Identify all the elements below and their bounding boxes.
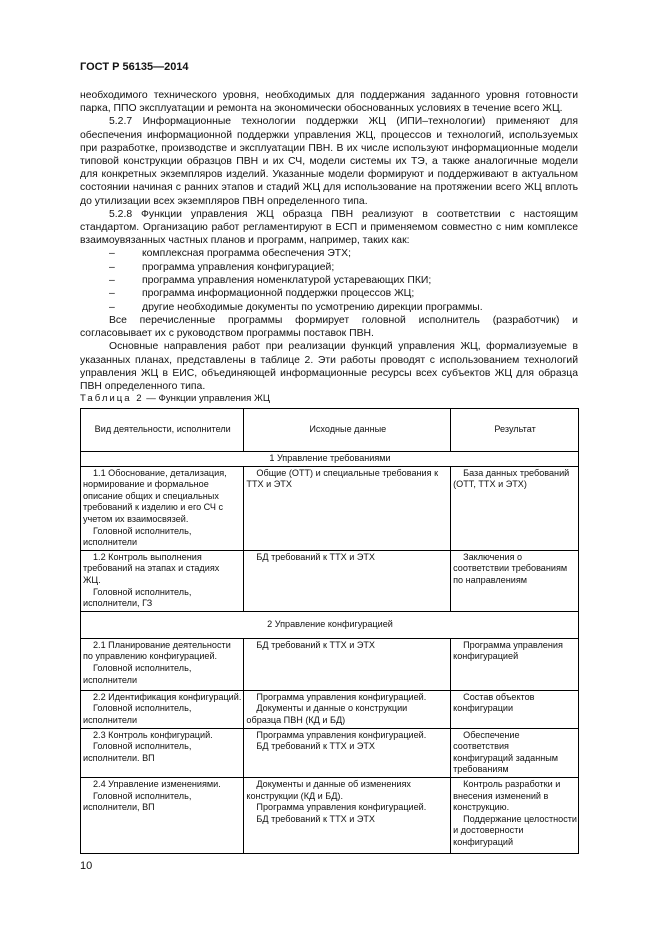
cell-line: конструкции (КД и БД). bbox=[246, 790, 343, 801]
list-item-text: другие необходимые документы по усмотрению дирекции программы. bbox=[142, 301, 483, 313]
table-cell bbox=[81, 728, 244, 777]
table-cell bbox=[81, 690, 244, 728]
list-item-text: программа управления конфигурацией; bbox=[142, 261, 335, 273]
cell-line: нормирование и формальное bbox=[83, 479, 209, 490]
cell-paragraph bbox=[453, 730, 577, 776]
cell-line: требований на этапах и стадиях bbox=[83, 563, 220, 574]
cell-line: Общие (ОТТ) и специальные требования к bbox=[256, 467, 439, 478]
cell-paragraph bbox=[83, 730, 242, 742]
cell-line: требованиям bbox=[453, 764, 509, 775]
list-item bbox=[80, 247, 578, 260]
table-caption-label: Таблица 2 bbox=[80, 393, 144, 404]
list-item bbox=[80, 287, 578, 300]
cell-line: Головной исполнитель, bbox=[93, 741, 192, 752]
text-line: для конкретных экземпляров изделий. Указанные модели формируют и поддерживают в актуальном bbox=[80, 169, 578, 181]
cell-line: БД требований к ТТХ и ЭТХ bbox=[256, 639, 375, 650]
cell-line: Документы и данные о конструкции bbox=[256, 703, 408, 714]
cell-paragraph bbox=[83, 741, 242, 764]
cell-line: внесения изменений в bbox=[453, 790, 549, 801]
cell-line: исполнители bbox=[83, 714, 138, 725]
cell-paragraph bbox=[246, 814, 449, 826]
table-cell bbox=[451, 777, 579, 853]
cell-line: Программа управления конфигурацией. bbox=[256, 802, 427, 813]
list-dash: – bbox=[109, 261, 115, 273]
text-line: согласовывает их с руководством программы поставок ПВН. bbox=[80, 328, 374, 340]
cell-line: конфигурации bbox=[453, 703, 514, 714]
cell-line: конфигураций заданным bbox=[453, 752, 559, 763]
list-dash: – bbox=[109, 275, 115, 287]
table-cell bbox=[451, 550, 579, 611]
table-section-row bbox=[81, 611, 579, 638]
cell-line: База данных требований bbox=[463, 467, 570, 478]
list-item-text: программа управления номенклатурой устаревающих ПКИ; bbox=[142, 275, 432, 287]
cell-line: ТТХ и ЭТХ bbox=[246, 479, 292, 490]
cell-paragraph bbox=[453, 468, 577, 491]
text-line: типовой конструкции образцов ПВН и их СЧ, модели системы их ТЭ, а также аналогичные модели bbox=[80, 156, 578, 168]
document-header: ГОСТ Р 56135—2014 bbox=[80, 61, 189, 73]
cell-line: Контроль разработки и bbox=[463, 778, 561, 789]
body-text bbox=[80, 89, 578, 393]
cell-line: Программа управления конфигурацией. bbox=[256, 691, 427, 702]
table-cell bbox=[81, 466, 244, 550]
cell-line: Заключения о bbox=[463, 551, 523, 562]
cell-line: по управлению конфигурацией. bbox=[83, 651, 218, 662]
paragraph bbox=[80, 340, 578, 393]
cell-line: (ОТТ, ТТХ и ЭТХ) bbox=[453, 479, 527, 490]
text-line: состоянии начиная с ранних этапов и стадий ЖЦ для использование на протяжении всего ЖЦ вплоть bbox=[80, 182, 578, 194]
cell-paragraph bbox=[83, 692, 242, 704]
list-item-text: программа информационной поддержки процессов ЖЦ; bbox=[142, 288, 415, 300]
list-dash: – bbox=[109, 248, 115, 260]
cell-line: БД требований к ТТХ и ЭТХ bbox=[256, 551, 375, 562]
cell-paragraph bbox=[83, 526, 242, 549]
cell-paragraph bbox=[453, 640, 577, 663]
cell-line: описание общих и специальных bbox=[83, 490, 219, 501]
cell-line: исполнители bbox=[83, 674, 138, 685]
table-cell bbox=[81, 777, 244, 853]
text-line: взаимоувязанных частных планов и программ, например, таких как: bbox=[80, 235, 410, 247]
table-header-cell: Исходные данные bbox=[244, 409, 451, 452]
cell-line: Головной исполнитель, bbox=[93, 525, 192, 536]
table-cell bbox=[244, 777, 451, 853]
table-row bbox=[81, 550, 579, 611]
text-line: парка, ППО эксплуатации и ремонта на экономически обоснованных условиях в течение всего ЖЦ. bbox=[80, 103, 563, 115]
list-item bbox=[80, 261, 578, 274]
table-row bbox=[81, 638, 579, 690]
paragraph bbox=[80, 208, 578, 248]
cell-line: 1.1 Обоснование, детализация, bbox=[93, 467, 227, 478]
cell-paragraph bbox=[246, 468, 449, 491]
cell-line: конфигурацией bbox=[453, 651, 519, 662]
cell-line: конфигураций bbox=[453, 836, 514, 847]
cell-paragraph bbox=[83, 587, 242, 610]
cell-line: образца ПВН (КД и БД) bbox=[246, 714, 346, 725]
cell-line: Головной исполнитель, bbox=[93, 790, 192, 801]
text-line: при разработке, производстве и эксплуатации ПВН. В их числе используют информационные модели bbox=[80, 142, 578, 154]
cell-line: Поддержание целостности bbox=[463, 813, 577, 824]
cell-paragraph bbox=[453, 552, 577, 587]
cell-line: исполнители bbox=[83, 537, 138, 548]
cell-line: исполнители, ВП bbox=[83, 802, 155, 813]
cell-paragraph bbox=[83, 703, 242, 726]
table-row bbox=[81, 466, 579, 550]
table-cell bbox=[244, 550, 451, 611]
table-cell bbox=[244, 728, 451, 777]
table-section-title: 2 Управление конфигурацией bbox=[81, 611, 579, 638]
text-line: стандартом. Организацию работ регламентируют в ЕСП и применяемом совместно с ним комплексе bbox=[80, 222, 578, 234]
cell-paragraph bbox=[83, 779, 242, 791]
cell-paragraph bbox=[246, 552, 449, 564]
functions-table bbox=[80, 408, 579, 854]
text-line: 5.2.8 Функции управления ЖЦ образца ПВН реализуют в соответствии с настоящим bbox=[109, 208, 578, 220]
table-cell bbox=[244, 466, 451, 550]
cell-line: учетом их взаимосвязей. bbox=[83, 513, 189, 524]
cell-paragraph bbox=[246, 730, 449, 742]
cell-line: требований к изделию и его СЧ с bbox=[83, 502, 224, 513]
cell-line: по направлениям bbox=[453, 574, 528, 585]
text-line: ПВН определенного типа. bbox=[80, 380, 206, 392]
table-caption bbox=[80, 393, 270, 404]
cell-line: соответствии требованиям bbox=[453, 563, 568, 574]
cell-line: ЖЦ. bbox=[83, 574, 101, 585]
cell-paragraph bbox=[83, 791, 242, 814]
table-cell bbox=[451, 466, 579, 550]
cell-line: 2.2 Идентификация конфигураций. bbox=[93, 691, 242, 702]
table-cell bbox=[81, 550, 244, 611]
cell-line: Состав объектов bbox=[463, 691, 535, 702]
list-item bbox=[80, 301, 578, 314]
cell-line: Головной исполнитель, bbox=[93, 662, 192, 673]
table-header-cell: Результат bbox=[451, 409, 579, 452]
cell-line: Головной исполнитель, bbox=[93, 586, 192, 597]
table-cell bbox=[451, 690, 579, 728]
cell-paragraph bbox=[83, 640, 242, 663]
list-item-text: комплексная программа обеспечения ЭТХ; bbox=[142, 248, 351, 260]
table-caption-text: — Функции управления ЖЦ bbox=[143, 393, 270, 404]
list-dash: – bbox=[109, 288, 115, 300]
page-number: 10 bbox=[80, 860, 93, 872]
cell-line: исполнители. ВП bbox=[83, 752, 155, 763]
cell-paragraph bbox=[83, 468, 242, 526]
cell-line: и достоверности bbox=[453, 825, 524, 836]
table-row bbox=[81, 728, 579, 777]
cell-paragraph bbox=[83, 552, 242, 587]
cell-paragraph bbox=[246, 779, 449, 802]
cell-line: Обеспечение bbox=[463, 729, 520, 740]
table-row bbox=[81, 777, 579, 853]
table-cell bbox=[244, 690, 451, 728]
text-line: управления ЖЦ в ЕИС, объединяющей информационные ресурсы всех субъектов ЖЦ для образца bbox=[80, 367, 578, 379]
text-line: необходимого технического уровня, необходимых для поддержания заданного уровня готовности bbox=[80, 90, 578, 101]
cell-line: конструкцию. bbox=[453, 802, 510, 813]
cell-line: Программа управления bbox=[463, 639, 563, 650]
table-header-cell: Вид деятельности, исполнители bbox=[81, 409, 244, 452]
table-header-row bbox=[81, 409, 579, 452]
cell-line: Документы и данные об изменениях bbox=[256, 778, 411, 789]
cell-line: 2.1 Планирование деятельности bbox=[93, 639, 231, 650]
table-section-title: 1 Управление требованиями bbox=[81, 452, 579, 467]
cell-paragraph bbox=[246, 802, 449, 814]
cell-line: 2.4 Управление изменениями. bbox=[93, 778, 221, 789]
cell-paragraph bbox=[453, 692, 577, 715]
cell-line: 1.2 Контроль выполнения bbox=[93, 551, 202, 562]
cell-line: БД требований к ТТХ и ЭТХ bbox=[256, 741, 375, 752]
cell-line: соответствия bbox=[453, 741, 509, 752]
cell-paragraph bbox=[246, 741, 449, 753]
table-cell bbox=[451, 638, 579, 690]
cell-line: Программа управления конфигурацией. bbox=[256, 729, 427, 740]
list-dash: – bbox=[109, 301, 115, 313]
cell-line: БД требований к ТТХ и ЭТХ bbox=[256, 813, 375, 824]
text-line: обеспечения информационной поддержки управления ЖЦ, процессов и технологий, используемых bbox=[80, 129, 578, 141]
table-row bbox=[81, 690, 579, 728]
cell-paragraph bbox=[83, 663, 242, 686]
paragraph bbox=[80, 89, 578, 115]
paragraph bbox=[80, 314, 578, 340]
text-line: указанных планах, представлены в таблице 2. Эти работы проводят с использованием технологий bbox=[80, 354, 578, 366]
table-cell bbox=[81, 638, 244, 690]
list-item bbox=[80, 274, 578, 287]
cell-line: Головной исполнитель, bbox=[93, 703, 192, 714]
text-line: до утилизации всех экземпляров ПВН определенного типа. bbox=[80, 195, 368, 207]
table-cell bbox=[244, 638, 451, 690]
table-cell bbox=[451, 728, 579, 777]
cell-paragraph bbox=[453, 814, 577, 849]
text-line: 5.2.7 Информационные технологии поддержки ЖЦ (ИПИ–технологии) применяют для bbox=[109, 116, 578, 128]
paragraph bbox=[80, 115, 578, 207]
cell-paragraph bbox=[453, 779, 577, 814]
text-line: Все перечисленные программы формирует головной исполнитель (разработчик) и bbox=[109, 314, 578, 326]
cell-paragraph bbox=[246, 692, 449, 704]
cell-paragraph bbox=[246, 703, 449, 726]
table-section-row bbox=[81, 452, 579, 467]
cell-line: 2.3 Контроль конфигураций. bbox=[93, 729, 213, 740]
cell-line: исполнители, ГЗ bbox=[83, 598, 153, 609]
text-line: Основные направления работ при реализации функций управления ЖЦ, формализуемые в bbox=[109, 341, 578, 353]
cell-paragraph bbox=[246, 640, 449, 652]
